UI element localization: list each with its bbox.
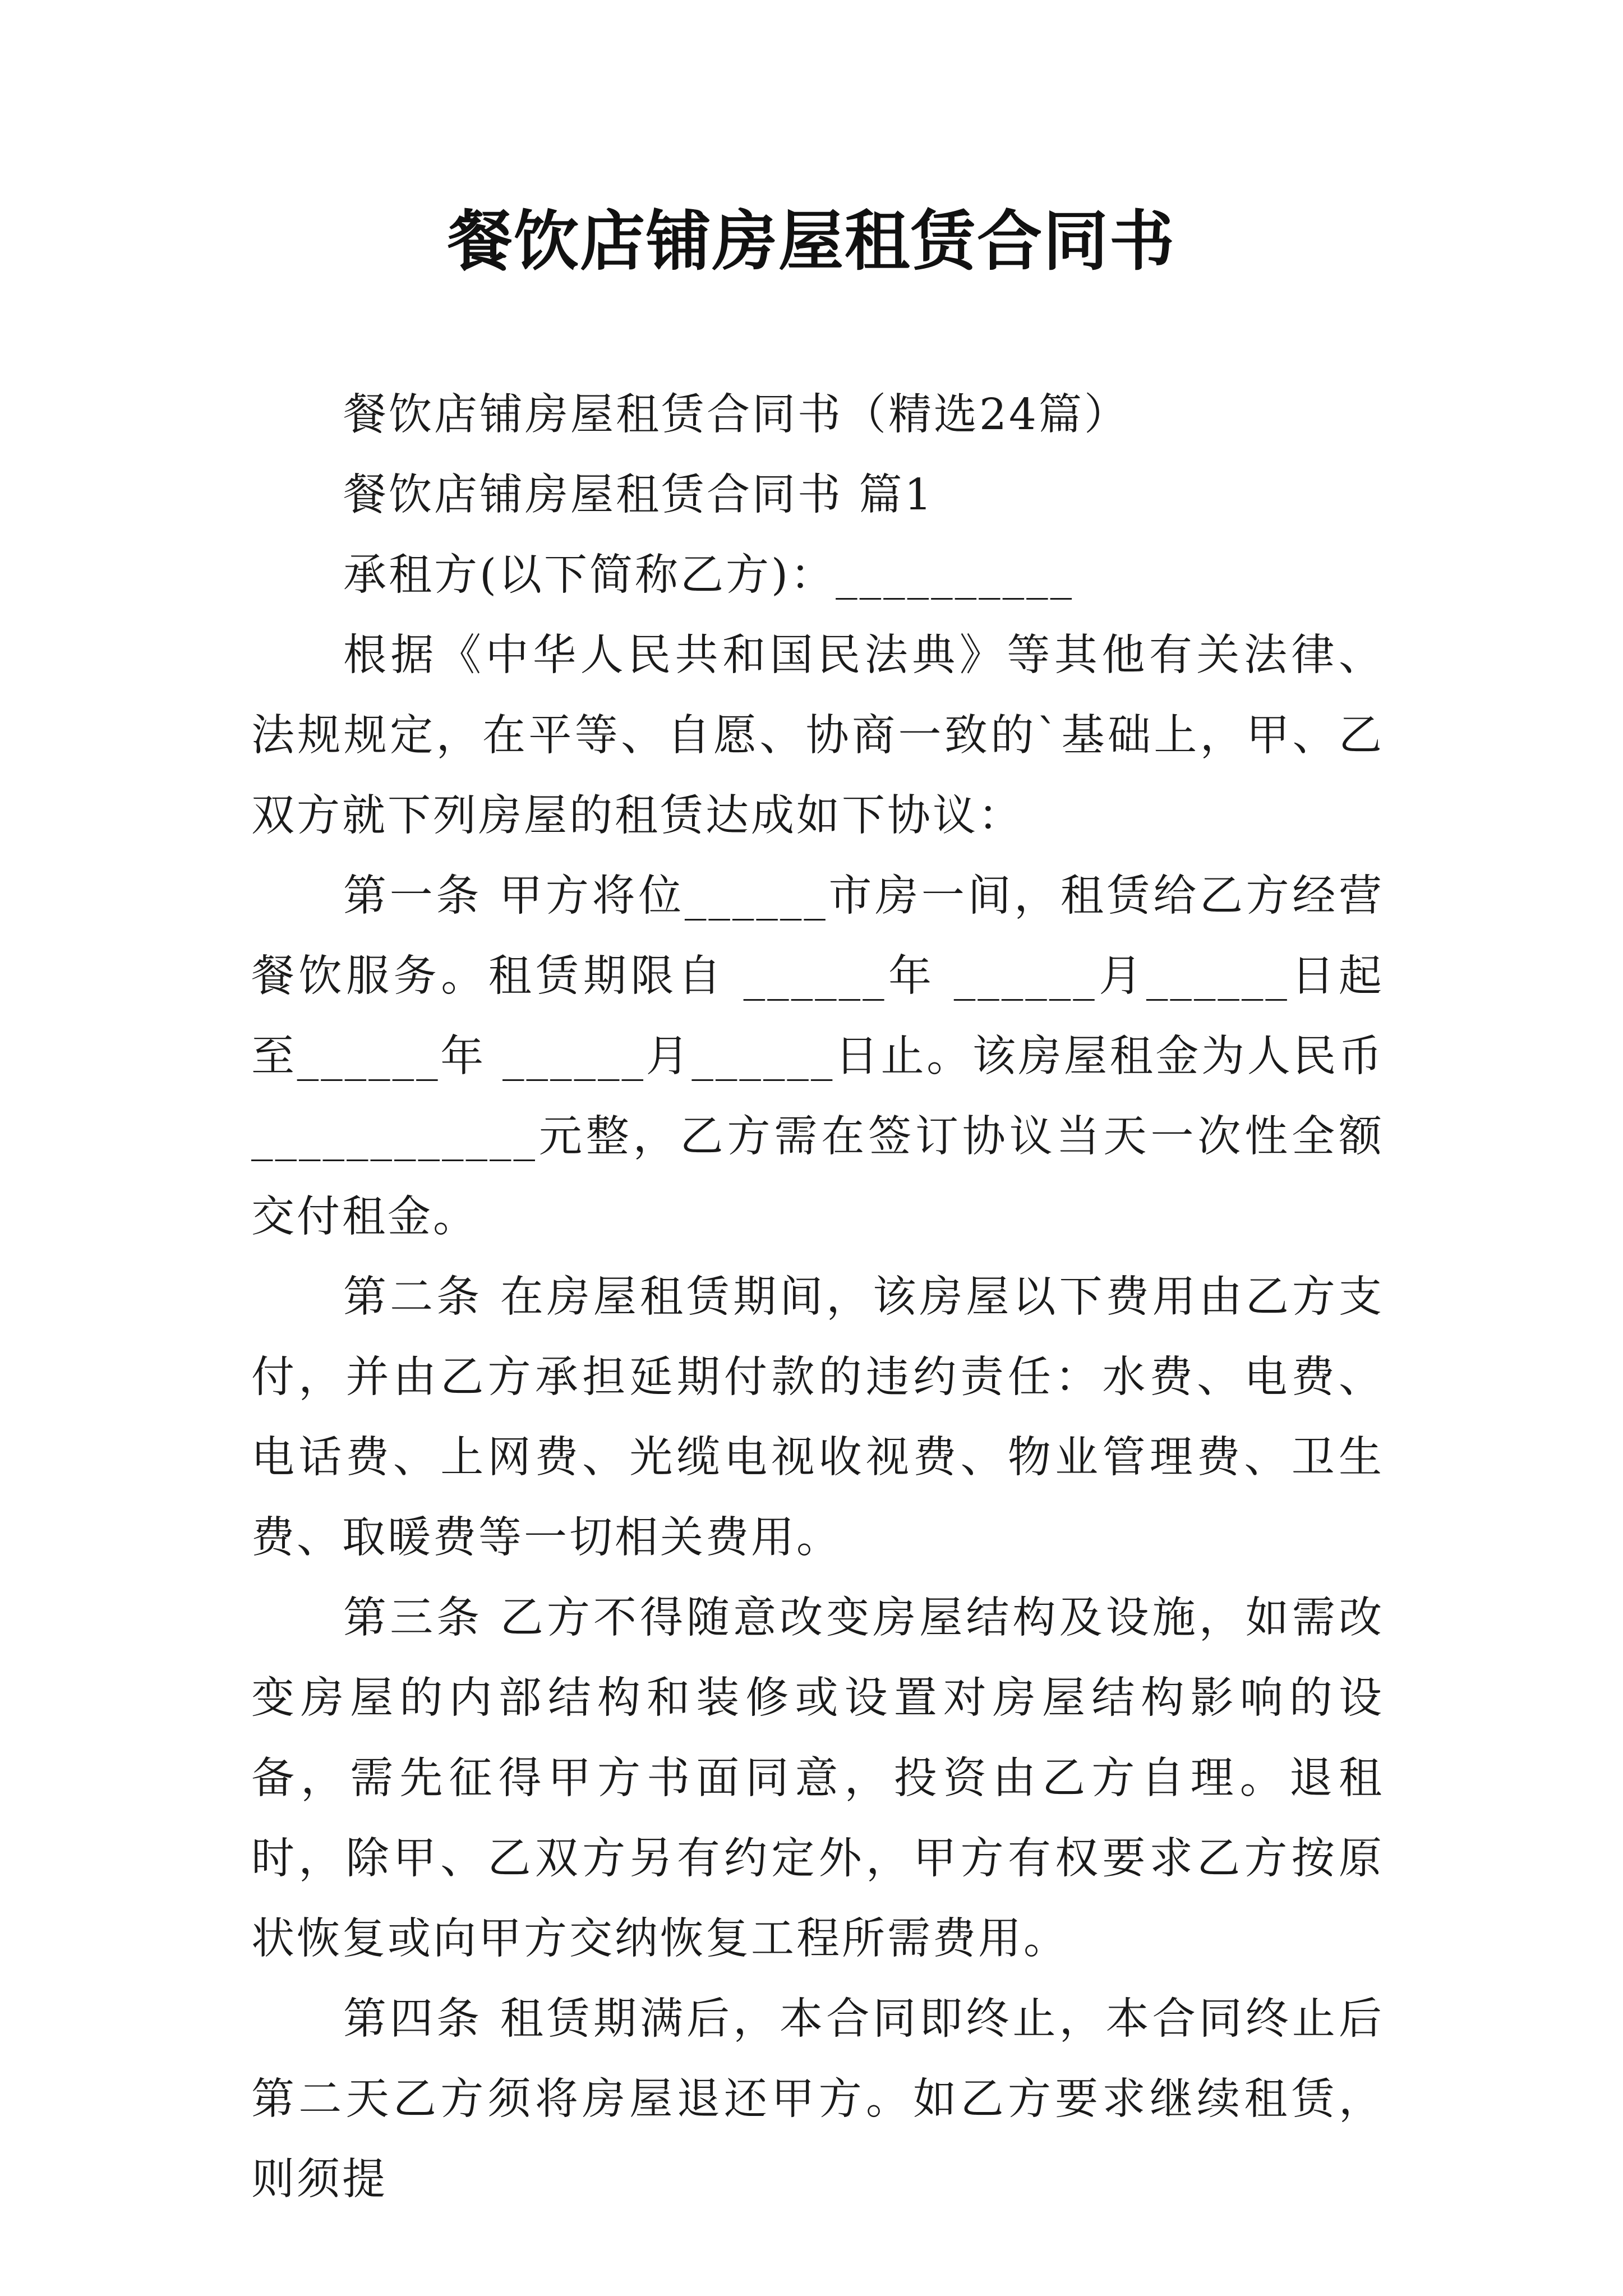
document-body [251,375,1384,2220]
paragraph-article-3: 第三条 乙方不得随意改变房屋结构及设施，如需改变房屋的内部结构和装修或设置对房屋结构影响的设备，需先征得甲方书面同意，投资由乙方自理。退租时，除甲、乙双方另有约定外，甲方有权要求乙方按原状恢复或向甲方交纳恢复工程所需费用。 [251,1593,1384,1964]
document-title: 餐饮店铺房屋租赁合同书 [448,203,1175,279]
paragraph-article-2: 第二条 在房屋租赁期间，该房屋以下费用由乙方支付，并由乙方承担延期付款的违约责任：水费、电费、电话费、上网费、光缆电视收视费、物业管理费、卫生费、取暖费等一切相关费用。 [251,1272,1384,1563]
paragraph-article-1: 第一条 甲方将位______市房一间，租赁给乙方经营餐饮服务。租赁期限自 ______年 ______月______日起至______年 ______月______日止。该房屋租金为人民币____________元整，乙方需在签订协议当天一次性全额交付租金。 [251,871,1384,1242]
paragraph-lessee: 承租方(以下简称乙方)：__________ [343,550,1075,600]
paragraph-section-heading: 餐饮店铺房屋租赁合同书 篇1 [343,470,934,520]
paragraph-preamble: 根据《中华人民共和国民法典》等其他有关法律、法规规定，在平等、自愿、协商一致的`基础上，甲、乙双方就下列房屋的租赁达成如下协议： [251,631,1384,841]
paragraph-article-4: 第四条 租赁期满后，本合同即终止，本合同终止后第二天乙方须将房屋退还甲方。如乙方要求继续租赁，则须提 [251,1994,1384,2205]
paragraph-subtitle: 餐饮店铺房屋租赁合同书（精选24篇） [343,390,1129,440]
